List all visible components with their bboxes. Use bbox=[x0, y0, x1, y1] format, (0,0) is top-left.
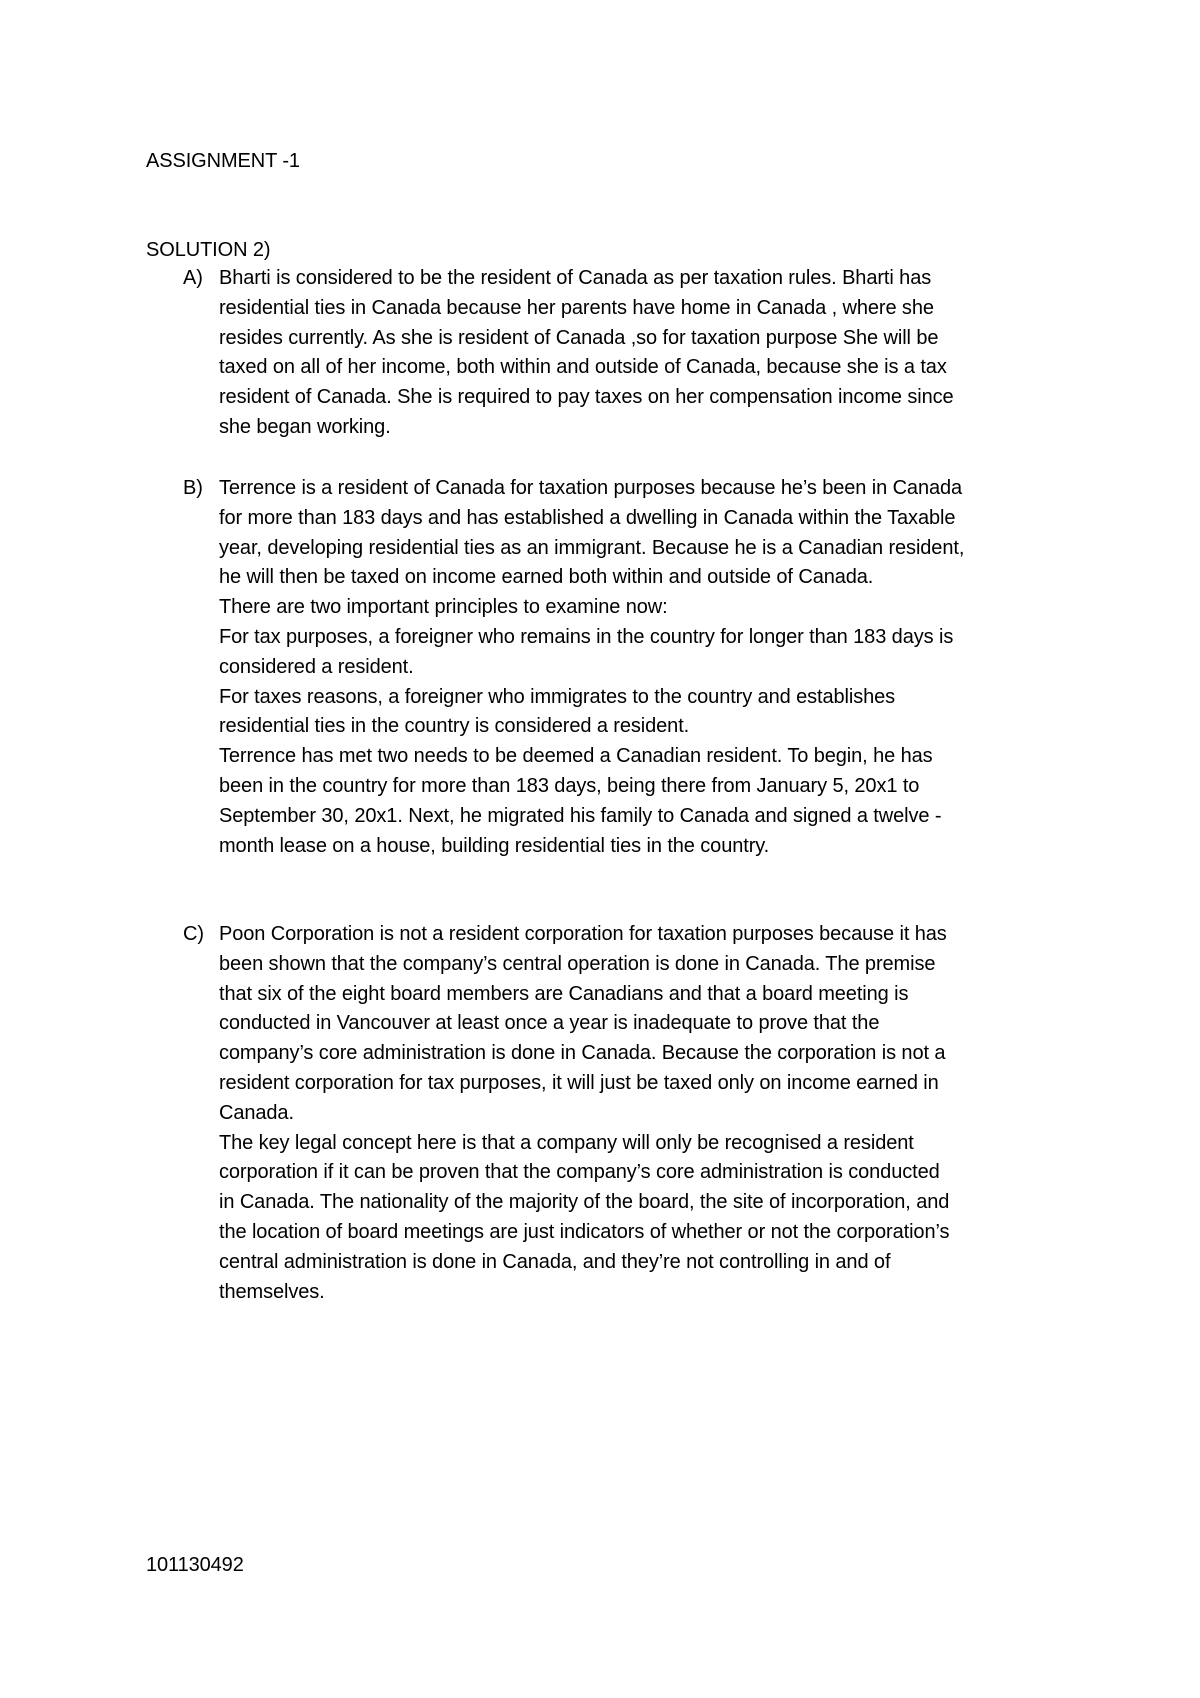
answer-line: residential ties in the country is considered a resident. bbox=[219, 715, 690, 738]
solution-heading: SOLUTION 2) bbox=[146, 239, 271, 261]
assignment-title: ASSIGNMENT -1 bbox=[146, 150, 300, 172]
answer-line: month lease on a house, building residential ties in the country. bbox=[219, 834, 770, 857]
answer-line: September 30, 20x1. Next, he migrated his family to Canada and signed a twelve - bbox=[219, 804, 942, 827]
answer-line: resides currently. As she is resident of Canada ,so for taxation purpose She will be bbox=[219, 326, 939, 349]
item-marker-c: C) bbox=[183, 923, 204, 945]
answer-line: he will then be taxed on income earned both within and outside of Canada. bbox=[219, 566, 874, 589]
answer-line: been shown that the company’s central operation is done in Canada. The premise bbox=[219, 952, 936, 975]
answer-line: residential ties in Canada because her parents have home in Canada , where she bbox=[219, 296, 934, 319]
answer-line: considered a resident. bbox=[219, 655, 414, 678]
answer-line: taxed on all of her income, both within and outside of Canada, because she is a tax bbox=[219, 356, 947, 379]
answer-line: themselves. bbox=[219, 1280, 325, 1303]
answer-line: There are two important principles to examine now: bbox=[219, 596, 668, 619]
answer-line: company’s core administration is done in Canada. Because the corporation is not a bbox=[219, 1042, 946, 1065]
answer-line: that six of the eight board members are Canadians and that a board meeting is bbox=[219, 982, 909, 1005]
answer-line: corporation if it can be proven that the company’s core administration is conducted bbox=[219, 1161, 940, 1184]
answer-line: Canada. bbox=[219, 1101, 294, 1124]
answer-line: she began working. bbox=[219, 415, 391, 438]
answer-text-b bbox=[219, 474, 964, 861]
answer-line: resident corporation for tax purposes, it will just be taxed only on income earned in bbox=[219, 1071, 939, 1094]
answer-line: year, developing residential ties as an immigrant. Because he is a Canadian resident, bbox=[219, 536, 965, 559]
answer-line: the location of board meetings are just indicators of whether or not the corporation’s bbox=[219, 1220, 950, 1243]
answer-line: Bharti is considered to be the resident of Canada as per taxation rules. Bharti has bbox=[219, 267, 932, 289]
answer-line: conducted in Vancouver at least once a year is inadequate to prove that the bbox=[219, 1012, 880, 1035]
answer-line: Terrence is a resident of Canada for taxation purposes because he’s been in Canada bbox=[219, 477, 963, 499]
answer-text-a bbox=[219, 264, 954, 443]
answer-line: in Canada. The nationality of the majority of the board, the site of incorporation, and bbox=[219, 1191, 950, 1214]
answer-text-c bbox=[219, 920, 949, 1307]
item-marker-b: B) bbox=[183, 477, 203, 499]
answer-line: For tax purposes, a foreigner who remains in the country for longer than 183 days is bbox=[219, 625, 954, 648]
answer-line: central administration is done in Canada, and they’re not controlling in and of bbox=[219, 1250, 891, 1273]
answer-line: been in the country for more than 183 days, being there from January 5, 20x1 to bbox=[219, 774, 920, 797]
answer-line: Poon Corporation is not a resident corporation for taxation purposes because it has bbox=[219, 923, 947, 945]
answer-line: resident of Canada. She is required to pay taxes on her compensation income since bbox=[219, 386, 954, 409]
answer-line: Terrence has met two needs to be deemed a Canadian resident. To begin, he has bbox=[219, 745, 933, 768]
item-marker-a: A) bbox=[183, 267, 203, 289]
answer-line: The key legal concept here is that a company will only be recognised a resident bbox=[219, 1131, 914, 1154]
answer-line: For taxes reasons, a foreigner who immigrates to the country and establishes bbox=[219, 685, 896, 708]
student-id: 101130492 bbox=[146, 1554, 244, 1576]
answer-line: for more than 183 days and has established a dwelling in Canada within the Taxable bbox=[219, 506, 956, 529]
